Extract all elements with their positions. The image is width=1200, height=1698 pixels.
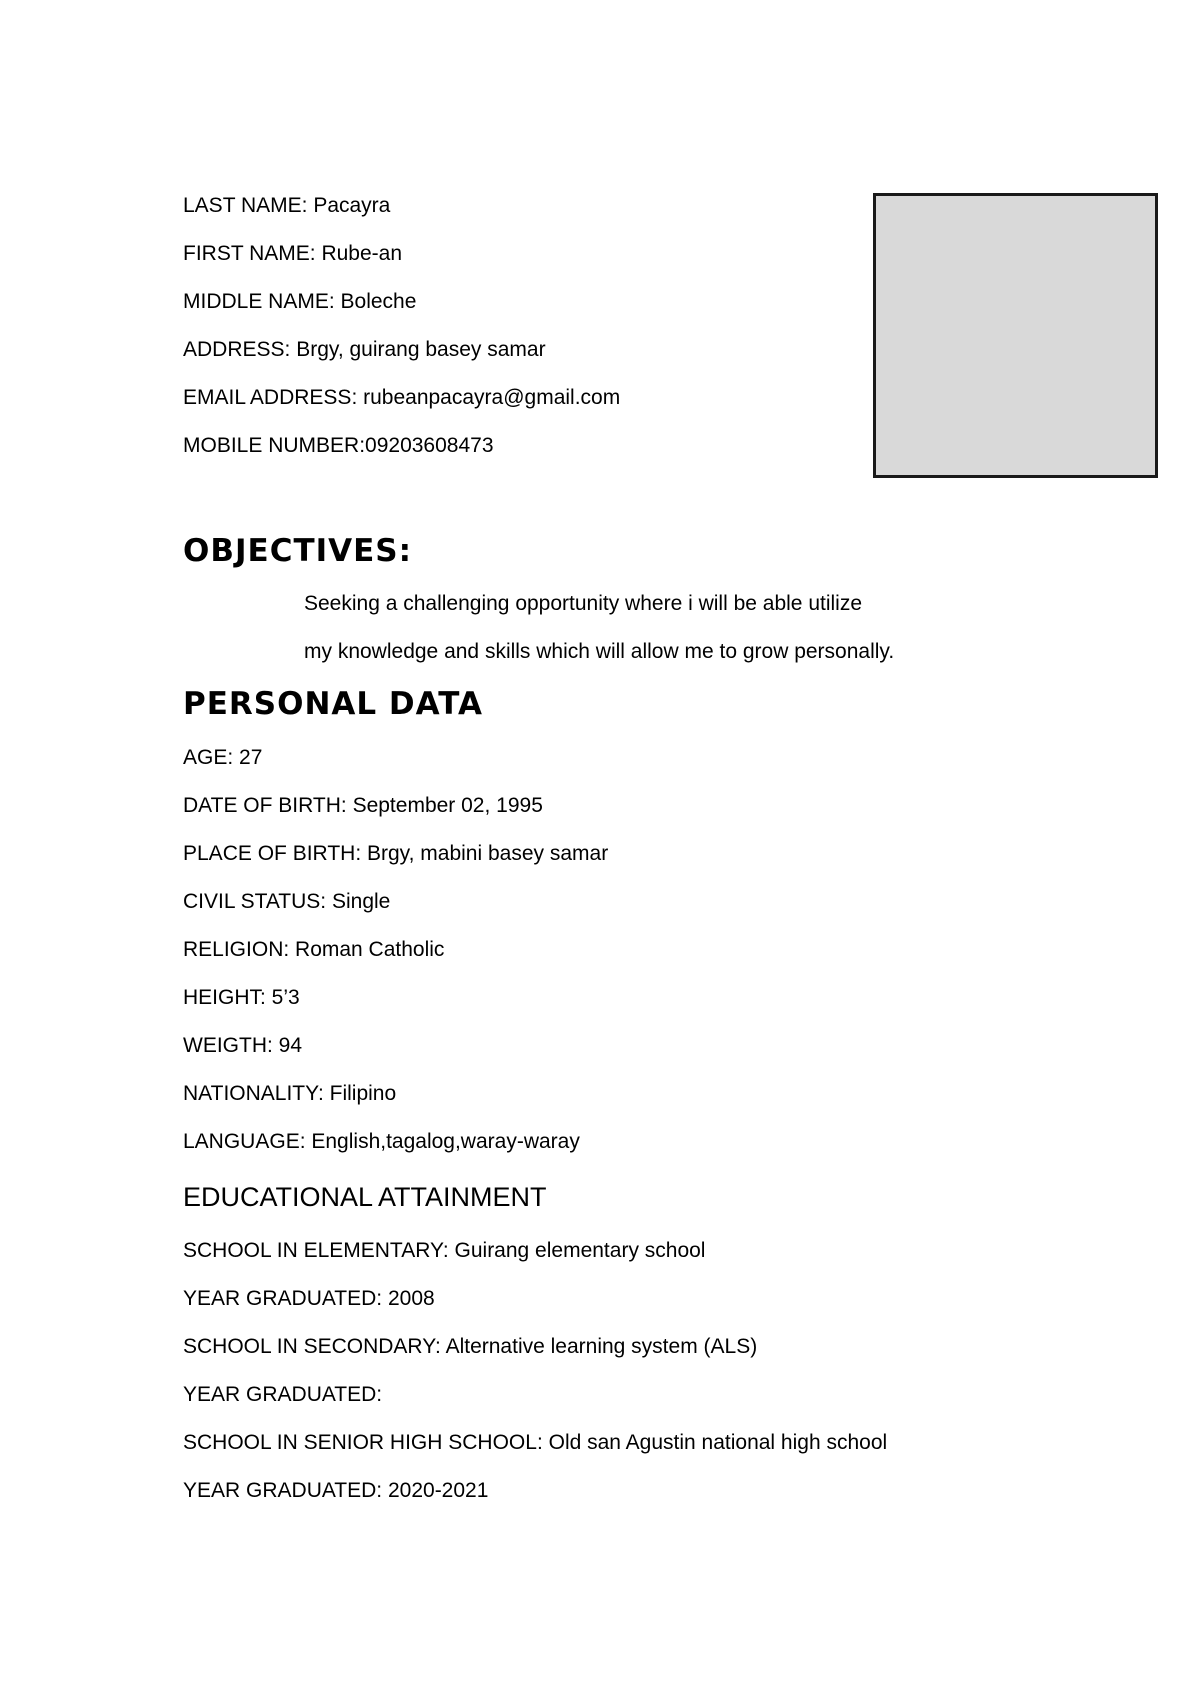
first-name: FIRST NAME: Rube-an	[183, 242, 403, 265]
date-of-birth: DATE OF BIRTH: September 02, 1995	[183, 794, 543, 817]
email-address: EMAIL ADDRESS: rubeanpacayra@gmail.com	[183, 386, 621, 409]
civil-status: CIVIL STATUS: Single	[183, 890, 391, 913]
religion: RELIGION: Roman Catholic	[183, 938, 445, 961]
objective-line: Seeking a challenging opportunity where i will be able utilize	[304, 592, 863, 615]
photo-placeholder	[873, 193, 1158, 478]
weight: WEIGTH: 94	[183, 1034, 303, 1057]
nationality: NATIONALITY: Filipino	[183, 1082, 397, 1105]
year-graduated-elementary: YEAR GRADUATED: 2008	[183, 1287, 435, 1310]
education-heading: EDUCATIONAL ATTAINMENT	[183, 1182, 547, 1212]
school-elementary: SCHOOL IN ELEMENTARY: Guirang elementary school	[183, 1239, 706, 1262]
objectives-heading: OBJECTIVES:	[183, 533, 413, 569]
year-graduated-secondary: YEAR GRADUATED:	[183, 1383, 383, 1406]
objective-line: my knowledge and skills which will allow me to grow personally.	[304, 640, 895, 663]
middle-name: MIDDLE NAME: Boleche	[183, 290, 417, 313]
personal-data-heading: PERSONAL DATA	[183, 686, 483, 722]
last-name: LAST NAME: Pacayra	[183, 194, 391, 217]
address: ADDRESS: Brgy, guirang basey samar	[183, 338, 546, 361]
year-graduated-senior-high: YEAR GRADUATED: 2020-2021	[183, 1479, 489, 1502]
place-of-birth: PLACE OF BIRTH: Brgy, mabini basey samar	[183, 842, 609, 865]
school-senior-high: SCHOOL IN SENIOR HIGH SCHOOL: Old san Agustin national high school	[183, 1431, 888, 1454]
age: AGE: 27	[183, 746, 263, 769]
school-secondary: SCHOOL IN SECONDARY: Alternative learning system (ALS)	[183, 1335, 758, 1358]
language: LANGUAGE: English,tagalog,waray-waray	[183, 1130, 580, 1153]
mobile-number: MOBILE NUMBER:09203608473	[183, 434, 494, 457]
height: HEIGHT: 5’3	[183, 986, 300, 1009]
